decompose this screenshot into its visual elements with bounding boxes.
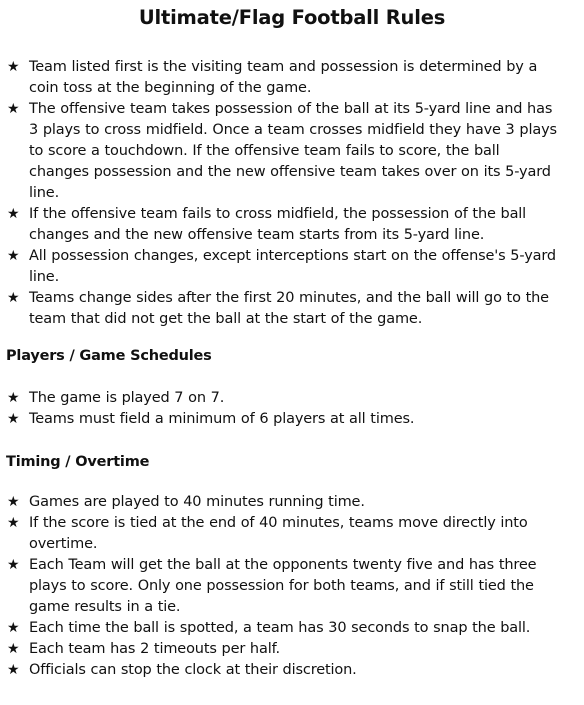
star-icon: ★: [7, 59, 20, 75]
star-icon: ★: [7, 206, 20, 222]
rule-text: If the score is tied at the end of 40 minutes, teams move directly into overtime.: [29, 515, 528, 552]
star-icon: ★: [7, 620, 20, 636]
players-rules-list: [0, 388, 584, 430]
rule-text: Teams must field a minimum of 6 players at all times.: [29, 411, 415, 427]
list-item: [0, 639, 584, 660]
star-icon: ★: [7, 411, 20, 427]
rule-text: If the offensive team fails to cross midfield, the possession of the ball changes and the new offensive team starts from its 5-yard line.: [29, 206, 527, 243]
section-heading-timing: Timing / Overtime: [6, 454, 150, 470]
list-item: [0, 618, 584, 639]
star-icon: ★: [7, 494, 20, 510]
rule-text: Games are played to 40 minutes running time.: [29, 494, 365, 510]
list-item: [0, 660, 584, 681]
section-heading-players: Players / Game Schedules: [6, 348, 212, 364]
list-item: [0, 99, 584, 204]
general-rules-list: [0, 57, 584, 330]
star-icon: ★: [7, 641, 20, 657]
rule-text: Each Team will get the ball at the opponents twenty five and has three plays to score. Only one possession for both teams, and if still tied the game results in a tie.: [29, 557, 537, 615]
star-icon: ★: [7, 101, 20, 117]
list-item: [0, 492, 584, 513]
rule-text: Team listed first is the visiting team and possession is determined by a coin toss at the beginning of the game.: [29, 59, 538, 96]
rule-text: Each team has 2 timeouts per half.: [29, 641, 280, 657]
star-icon: ★: [7, 290, 20, 306]
star-icon: ★: [7, 515, 20, 531]
rule-text: The offensive team takes possession of the ball at its 5-yard line and has 3 plays to cross midfield. Once a team crosses midfield they have 3 plays to score a touchdown. If the offensive team fails to score, the ball changes possession and the new offensive team takes over on its 5-yard line.: [29, 101, 557, 201]
star-icon: ★: [7, 557, 20, 573]
star-icon: ★: [7, 662, 20, 678]
timing-rules-list: [0, 492, 584, 681]
rule-text: Officials can stop the clock at their discretion.: [29, 662, 357, 678]
list-item: [0, 246, 584, 288]
page-title: Ultimate/Flag Football Rules: [138, 6, 446, 29]
list-item: [0, 555, 584, 618]
list-item: [0, 288, 584, 330]
star-icon: ★: [7, 390, 20, 406]
list-item: [0, 409, 584, 430]
list-item: [0, 204, 584, 246]
list-item: [0, 513, 584, 555]
rule-text: Each time the ball is spotted, a team has 30 seconds to snap the ball.: [29, 620, 531, 636]
rule-text: The game is played 7 on 7.: [29, 390, 225, 406]
star-icon: ★: [7, 248, 20, 264]
rule-text: All possession changes, except interceptions start on the offense's 5-yard line.: [29, 248, 556, 285]
list-item: [0, 388, 584, 409]
list-item: [0, 57, 584, 99]
rule-text: Teams change sides after the first 20 minutes, and the ball will go to the team that did not get the ball at the start of the game.: [29, 290, 549, 327]
